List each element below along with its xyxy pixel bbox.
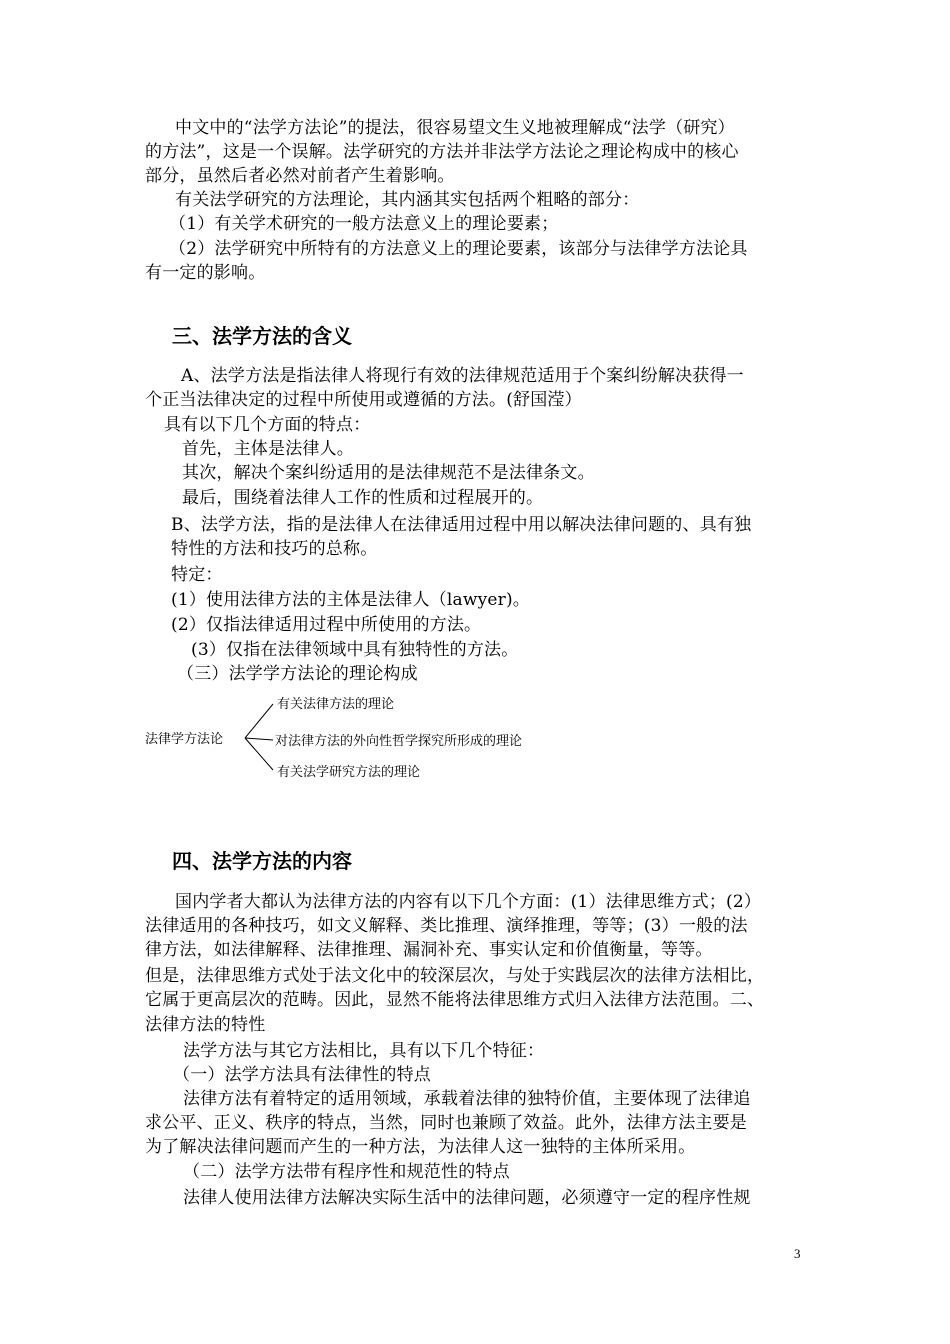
text-line: (1）使用法律方法的主体是法律人（lawyer)。 [171, 590, 530, 610]
diagram-connector [245, 738, 273, 770]
text-line: （1）有关学术研究的一般方法意义上的理论要素； [169, 214, 559, 234]
diagram-branch-2: 对法律方法的外向性哲学探究所形成的理论 [275, 734, 523, 749]
section-heading: 三、法学方法的含义 [172, 324, 352, 348]
text-line: 的方法”，这是一个误解。法学研究的方法并非法学方法论之理论构成中的核心 [145, 142, 739, 162]
diagram-connector [245, 738, 273, 740]
text-line: A、法学方法是指法律人将现行有效的法律规范适用于个案纠纷解决获得一 [181, 366, 744, 386]
diagram-branch-1: 有关法律方法的理论 [277, 697, 395, 712]
text-line: 最后，围绕着法律人工作的性质和过程展开的。 [182, 488, 544, 508]
text-line: 首先，主体是法律人。 [182, 439, 354, 459]
text-line: (2）仅指法律适用过程中所使用的方法。 [171, 615, 482, 635]
text-line: 法律方法有着特定的适用领域，承载着法律的独特价值，主要体现了法律追 [183, 1089, 751, 1109]
text-line: 国内学者大都认为法律方法的内容有以下几个方面：(1）法律思维方式；(2） [175, 892, 762, 912]
text-line: 律方法，如法律解释、法律推理、漏洞补充、事实认定和价值衡量，等等。 [145, 940, 713, 960]
diagram-branch-3: 有关法学研究方法的理论 [277, 765, 421, 780]
text-line: 特定： [171, 565, 223, 585]
text-line: (3）仅指在法律领域中具有独特性的方法。 [191, 640, 519, 660]
text-line: 法律人使用法律方法解决实际生活中的法律问题，必须遵守一定的程序性规 [183, 1188, 751, 1208]
text-line: 部分，虽然后者必然对前者产生着影响。 [145, 166, 455, 186]
text-line: 法律方法的特性 [145, 1015, 266, 1035]
diagram-connector [245, 704, 273, 738]
structure-diagram [145, 692, 565, 784]
text-line: 它属于更高层次的范畴。因此，显然不能将法律思维方式归入法律方法范围。二、 [145, 990, 765, 1010]
text-line: （一）法学方法具有法律性的特点 [173, 1065, 431, 1085]
text-line: B、法学方法，指的是法律人在法律适用过程中用以解决法律问题的、具有独 [171, 515, 752, 535]
text-line: 法学方法与其它方法相比，具有以下几个特征： [183, 1041, 545, 1061]
text-line: 有关法学研究的方法理论，其内涵其实包括两个粗略的部分： [175, 190, 640, 210]
text-line: 有一定的影响。 [145, 263, 266, 283]
text-line: （三）法学学方法论的理论构成 [177, 664, 418, 684]
section-heading: 四、法学方法的内容 [172, 849, 352, 873]
text-line: 法律适用的各种技巧，如文义解释、类比推理、演绎推理，等等；(3）一般的法 [145, 916, 748, 936]
page-number: 3 [794, 1246, 801, 1261]
text-line: 但是，法律思维方式处于法文化中的较深层次，与处于实践层次的法律方法相比， [145, 966, 765, 986]
text-line: 中文中的“法学方法论”的提法，很容易望文生义地被理解成“法学（研究） [175, 118, 735, 138]
text-line: 为了解决法律问题而产生的一种方法，为法律人这一独特的主体所采用。 [145, 1137, 696, 1157]
text-line: 个正当法律决定的过程中所使用或遵循的方法。(舒国滢） [145, 390, 582, 410]
text-line: （2）法学研究中所特有的方法意义上的理论要素，该部分与法律学方法论具 [169, 239, 748, 259]
text-line: 求公平、正义、秩序的特点，当然，同时也兼顾了效益。此外，法律方法主要是 [145, 1113, 747, 1133]
text-line: （二）法学方法带有程序性和规范性的特点 [183, 1162, 510, 1182]
diagram-root: 法律学方法论 [145, 732, 224, 747]
text-line: 特性的方法和技巧的总称。 [171, 539, 378, 559]
text-line: 其次，解决个案纠纷适用的是法律规范不是法律条文。 [182, 463, 595, 483]
text-line: 具有以下几个方面的特点： [164, 415, 371, 435]
